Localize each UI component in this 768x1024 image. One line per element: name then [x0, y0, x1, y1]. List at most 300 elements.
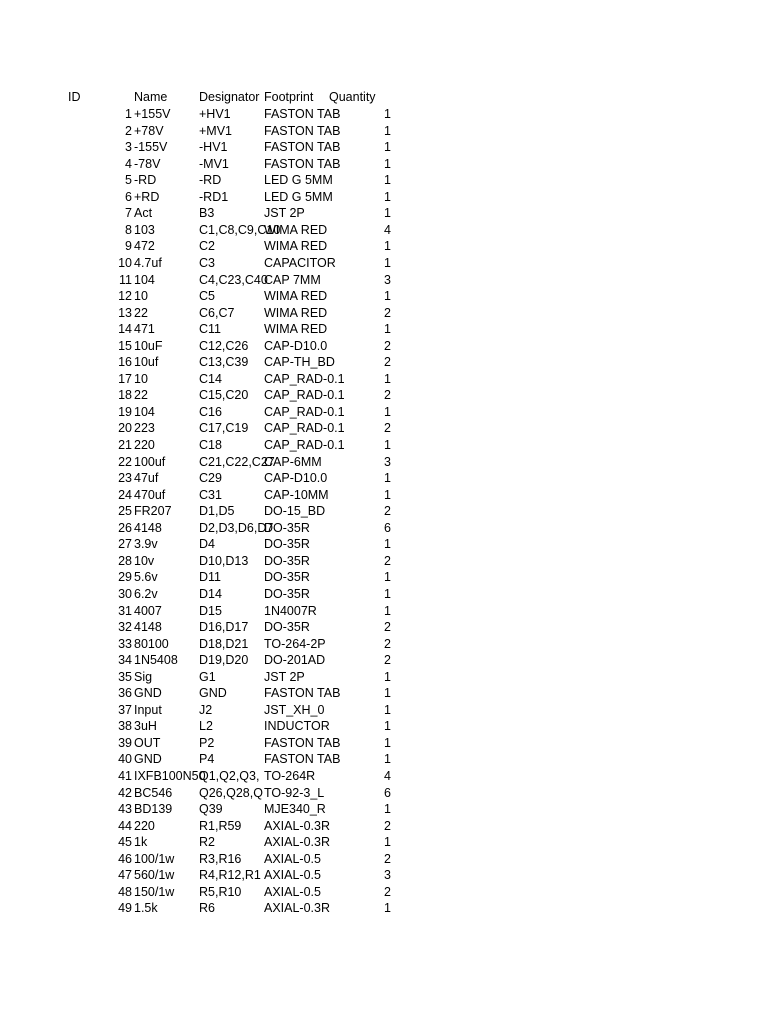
table-row — [0, 669, 400, 686]
cell-footprint: DO-35R — [264, 620, 310, 635]
cell-id: 30 — [118, 586, 132, 601]
cell-quantity: 1 — [384, 686, 391, 701]
cell-footprint: AXIAL-0.5 — [264, 884, 321, 899]
cell-footprint: FASTON TAB — [264, 735, 341, 750]
cell-id: 34 — [118, 653, 132, 668]
cell-footprint: AXIAL-0.3R — [264, 901, 331, 916]
cell-id: 3 — [125, 140, 132, 155]
table-row — [0, 851, 400, 868]
cell-designator: B3 — [199, 206, 215, 221]
cell-name: 6.2v — [134, 586, 158, 601]
cell-id: 26 — [118, 520, 132, 535]
cell-quantity: 2 — [384, 818, 391, 833]
cell-quantity: 2 — [384, 884, 391, 899]
cell-footprint: JST_XH_0 — [264, 702, 325, 717]
cell-name: 100/1w — [134, 851, 175, 866]
cell-footprint: CAP-TH_BD — [264, 355, 335, 370]
cell-id: 37 — [118, 702, 132, 717]
cell-name: FR207 — [134, 504, 172, 519]
cell-designator: C14 — [199, 371, 222, 386]
cell-quantity: 3 — [384, 868, 391, 883]
cell-footprint: WIMA RED — [264, 289, 328, 304]
cell-name: 223 — [134, 421, 155, 436]
cell-designator: Q26,Q28,Q — [199, 785, 263, 800]
cell-quantity: 3 — [384, 272, 391, 287]
cell-name: BD139 — [134, 802, 173, 817]
cell-id: 20 — [118, 421, 132, 436]
cell-id: 10 — [118, 255, 132, 270]
table-row — [0, 106, 400, 123]
cell-name: GND — [134, 686, 162, 701]
cell-quantity: 1 — [384, 901, 391, 916]
table-row — [0, 156, 400, 173]
table-row — [0, 470, 400, 487]
cell-quantity: 1 — [384, 537, 391, 552]
cell-name: 100uf — [134, 454, 166, 469]
cell-footprint: MJE340_R — [264, 802, 326, 817]
table-row — [0, 139, 400, 156]
cell-designator: R3,R16 — [199, 851, 242, 866]
table-row — [0, 834, 400, 851]
cell-footprint: DO-35R — [264, 537, 310, 552]
cell-designator: R5,R10 — [199, 884, 242, 899]
cell-id: 11 — [119, 272, 132, 287]
cell-name: 471 — [134, 322, 155, 337]
table-row — [0, 702, 400, 719]
cell-quantity: 6 — [384, 785, 391, 800]
cell-name: 472 — [134, 239, 155, 254]
cell-designator: D16,D17 — [199, 620, 249, 635]
cell-quantity: 1 — [384, 586, 391, 601]
cell-designator: D19,D20 — [199, 653, 249, 668]
cell-footprint: FASTON TAB — [264, 752, 341, 767]
cell-id: 25 — [118, 504, 132, 519]
cell-designator: C13,C39 — [199, 355, 249, 370]
cell-quantity: 2 — [384, 388, 391, 403]
table-row — [0, 454, 400, 471]
cell-id: 29 — [118, 570, 132, 585]
cell-name: Act — [134, 206, 153, 221]
cell-designator: R4,R12,R1 — [199, 868, 261, 883]
cell-designator: P2 — [199, 735, 215, 750]
cell-footprint: WIMA RED — [264, 222, 328, 237]
cell-id: 23 — [118, 471, 132, 486]
cell-name: 22 — [134, 388, 148, 403]
cell-designator: C2 — [199, 239, 215, 254]
cell-quantity: 1 — [384, 752, 391, 767]
cell-id: 5 — [125, 173, 132, 188]
table-row — [0, 189, 400, 206]
cell-designator: R2 — [199, 835, 215, 850]
table-row — [0, 652, 400, 669]
cell-designator: L2 — [199, 719, 213, 734]
cell-id: 36 — [118, 686, 132, 701]
cell-id: 45 — [118, 835, 132, 850]
cell-name: -78V — [134, 156, 161, 171]
cell-footprint: DO-201AD — [264, 653, 326, 668]
table-row — [0, 553, 400, 570]
cell-name: 560/1w — [134, 868, 175, 883]
cell-name: 150/1w — [134, 884, 175, 899]
cell-quantity: 2 — [384, 636, 391, 651]
cell-quantity: 1 — [384, 371, 391, 386]
table-row — [0, 768, 400, 785]
cell-footprint: FASTON TAB — [264, 140, 341, 155]
cell-footprint: WIMA RED — [264, 239, 328, 254]
cell-name: -RD — [134, 173, 157, 188]
cell-quantity: 2 — [384, 653, 391, 668]
cell-id: 31 — [118, 603, 132, 618]
cell-footprint: FASTON TAB — [264, 686, 341, 701]
cell-id: 40 — [118, 752, 132, 767]
cell-id: 35 — [118, 669, 132, 684]
cell-footprint: CAP_RAD-0.1 — [264, 438, 345, 452]
cell-name: Input — [134, 702, 162, 717]
cell-quantity: 2 — [384, 421, 391, 436]
cell-id: 8 — [125, 222, 132, 237]
cell-designator: C31 — [199, 487, 222, 502]
cell-quantity: 2 — [384, 504, 391, 519]
cell-designator: D18,D21 — [199, 636, 249, 651]
table-row — [0, 272, 400, 289]
cell-id: 38 — [118, 719, 132, 734]
cell-designator: -MV1 — [199, 156, 229, 171]
cell-designator: GND — [199, 686, 227, 701]
cell-quantity: 1 — [384, 156, 391, 171]
cell-footprint: CAP_RAD-0.1 — [264, 371, 345, 386]
cell-id: 9 — [125, 239, 132, 254]
cell-designator: C5 — [199, 289, 215, 304]
cell-designator: Q39 — [199, 802, 223, 817]
cell-id: 33 — [118, 636, 132, 651]
table-row — [0, 238, 400, 255]
cell-designator: C17,C19 — [199, 421, 249, 436]
cell-footprint: DO-15_BD — [264, 504, 326, 519]
cell-designator: D10,D13 — [199, 553, 249, 568]
table-row — [0, 603, 400, 620]
table-row — [0, 205, 400, 222]
cell-name: 470uf — [134, 487, 166, 502]
table-row — [0, 222, 400, 239]
table-row — [0, 172, 400, 189]
table-row — [0, 900, 400, 917]
cell-quantity: 1 — [384, 669, 391, 684]
cell-name: 1N5408 — [134, 653, 178, 668]
cell-quantity: 1 — [384, 140, 391, 155]
cell-name: +155V — [134, 107, 171, 121]
table-row — [0, 371, 400, 388]
cell-id: 17 — [118, 371, 132, 386]
table-row — [0, 685, 400, 702]
cell-designator: C6,C7 — [199, 305, 235, 320]
table-row — [0, 785, 400, 802]
cell-quantity: 1 — [384, 206, 391, 221]
cell-designator: D11 — [199, 570, 222, 585]
cell-footprint: DO-35R — [264, 553, 310, 568]
cell-id: 2 — [125, 123, 132, 138]
cell-id: 41 — [118, 769, 132, 783]
cell-quantity: 1 — [384, 173, 391, 188]
cell-quantity: 6 — [384, 520, 391, 535]
cell-designator: R6 — [199, 901, 215, 916]
cell-name: +RD — [134, 189, 160, 204]
cell-name: 4.7uf — [134, 255, 162, 270]
cell-designator: +MV1 — [199, 123, 233, 138]
cell-name: +78V — [134, 123, 164, 138]
cell-quantity: 1 — [384, 570, 391, 585]
table-row — [0, 818, 400, 835]
cell-designator: +HV1 — [199, 107, 231, 121]
cell-designator: D4 — [199, 537, 215, 552]
cell-designator: R1,R59 — [199, 818, 242, 833]
table-row — [0, 619, 400, 636]
cell-footprint: FASTON TAB — [264, 107, 341, 121]
cell-footprint: FASTON TAB — [264, 123, 341, 138]
cell-quantity: 1 — [384, 255, 391, 270]
table-row — [0, 387, 400, 404]
cell-quantity: 1 — [384, 835, 391, 850]
cell-quantity: 1 — [384, 487, 391, 502]
table-row — [0, 305, 400, 322]
cell-footprint: WIMA RED — [264, 305, 328, 320]
cell-quantity: 2 — [384, 305, 391, 320]
cell-id: 49 — [118, 901, 132, 916]
cell-designator: C16 — [199, 404, 222, 419]
table-row — [0, 321, 400, 338]
table-row — [0, 338, 400, 355]
header-designator: Designator — [199, 90, 260, 104]
cell-designator: D15 — [199, 603, 222, 618]
cell-quantity: 1 — [384, 702, 391, 717]
cell-footprint: AXIAL-0.3R — [264, 835, 331, 850]
cell-designator: J2 — [199, 702, 213, 717]
cell-id: 22 — [118, 454, 132, 469]
cell-quantity: 1 — [384, 735, 391, 750]
cell-designator: D14 — [199, 586, 222, 601]
cell-name: 5.6v — [134, 570, 158, 585]
cell-quantity: 1 — [384, 603, 391, 618]
cell-quantity: 2 — [384, 620, 391, 635]
cell-footprint: LED G 5MM — [264, 189, 333, 204]
cell-footprint: TO-264-2P — [264, 636, 326, 651]
cell-quantity: 4 — [384, 222, 391, 237]
cell-id: 43 — [118, 802, 132, 817]
cell-id: 7 — [125, 206, 132, 221]
cell-quantity: 1 — [384, 189, 391, 204]
table-row — [0, 255, 400, 272]
cell-footprint: FASTON TAB — [264, 156, 341, 171]
cell-name: 3uH — [134, 719, 157, 734]
header-row — [0, 89, 400, 106]
cell-name: 3.9v — [134, 537, 158, 552]
cell-footprint: TO-92-3_L — [264, 785, 325, 800]
cell-id: 19 — [118, 404, 132, 419]
cell-footprint: JST 2P — [264, 669, 305, 684]
cell-designator: Q1,Q2,Q3, — [199, 769, 260, 783]
cell-footprint: 1N4007R — [264, 603, 317, 618]
cell-name: 4148 — [134, 620, 162, 635]
cell-quantity: 1 — [384, 107, 391, 121]
cell-name: OUT — [134, 735, 161, 750]
cell-designator: C12,C26 — [199, 338, 249, 353]
cell-name: 1.5k — [134, 901, 158, 916]
cell-quantity: 1 — [384, 239, 391, 254]
cell-footprint: CAP-10MM — [264, 487, 329, 502]
cell-id: 21 — [118, 438, 132, 452]
table-row — [0, 569, 400, 586]
cell-name: Sig — [134, 669, 153, 684]
table-row — [0, 404, 400, 421]
cell-id: 4 — [125, 156, 132, 171]
cell-footprint: AXIAL-0.5 — [264, 851, 321, 866]
cell-id: 13 — [118, 305, 132, 320]
cell-designator: C3 — [199, 255, 215, 270]
cell-footprint: DO-35R — [264, 570, 310, 585]
table-row — [0, 437, 400, 454]
cell-name: 1k — [134, 835, 148, 850]
cell-designator: C21,C22,C27 — [199, 454, 275, 469]
table-row — [0, 751, 400, 768]
cell-name: 22 — [134, 305, 148, 320]
cell-quantity: 1 — [384, 719, 391, 734]
cell-id: 39 — [118, 735, 132, 750]
cell-designator: D2,D3,D6,D7 — [199, 520, 274, 535]
cell-name: 10 — [134, 289, 148, 304]
cell-quantity: 2 — [384, 338, 391, 353]
cell-name: 10 — [134, 371, 148, 386]
cell-id: 48 — [118, 884, 132, 899]
cell-quantity: 2 — [384, 553, 391, 568]
cell-designator: C11 — [199, 322, 222, 337]
cell-designator: -HV1 — [199, 140, 228, 155]
cell-id: 12 — [118, 289, 132, 304]
cell-name: 10uf — [134, 355, 159, 370]
cell-id: 24 — [118, 487, 132, 502]
table-row — [0, 520, 400, 537]
cell-footprint: CAP_RAD-0.1 — [264, 404, 345, 419]
cell-quantity: 1 — [384, 438, 391, 452]
cell-name: 4148 — [134, 520, 162, 535]
cell-footprint: DO-35R — [264, 586, 310, 601]
cell-name: IXFB100N50 — [134, 769, 206, 783]
header-footprint: Footprint — [264, 90, 314, 104]
cell-footprint: INDUCTOR — [264, 719, 330, 734]
cell-footprint: CAP-D10.0 — [264, 338, 328, 353]
table-row — [0, 536, 400, 553]
table-row — [0, 503, 400, 520]
cell-name: 220 — [134, 438, 155, 452]
cell-designator: C18 — [199, 438, 222, 452]
cell-designator: C1,C8,C9,C10 — [199, 222, 281, 237]
table-row — [0, 487, 400, 504]
cell-name: 104 — [134, 272, 155, 287]
cell-id: 47 — [118, 868, 132, 883]
cell-designator: C15,C20 — [199, 388, 249, 403]
table-row — [0, 586, 400, 603]
cell-name: 80100 — [134, 636, 169, 651]
cell-footprint: CAP-D10.0 — [264, 471, 328, 486]
cell-id: 27 — [118, 537, 132, 552]
cell-footprint: CAP_RAD-0.1 — [264, 421, 345, 436]
cell-quantity: 1 — [384, 289, 391, 304]
cell-quantity: 2 — [384, 355, 391, 370]
cell-designator: C4,C23,C40 — [199, 272, 268, 287]
cell-footprint: WIMA RED — [264, 322, 328, 337]
cell-id: 18 — [118, 388, 132, 403]
cell-id: 46 — [118, 851, 132, 866]
cell-designator: -RD1 — [199, 189, 229, 204]
cell-designator: G1 — [199, 669, 216, 684]
table-row — [0, 636, 400, 653]
cell-quantity: 2 — [384, 851, 391, 866]
header-id: ID — [68, 90, 81, 104]
cell-footprint: CAP-6MM — [264, 454, 322, 469]
cell-id: 28 — [118, 553, 132, 568]
cell-footprint: AXIAL-0.3R — [264, 818, 331, 833]
cell-quantity: 1 — [384, 322, 391, 337]
table-row — [0, 718, 400, 735]
cell-name: -155V — [134, 140, 168, 155]
table-row — [0, 420, 400, 437]
cell-designator: C29 — [199, 471, 222, 486]
table-row — [0, 288, 400, 305]
cell-quantity: 1 — [384, 802, 391, 817]
cell-name: BC546 — [134, 785, 173, 800]
cell-name: 10uF — [134, 338, 163, 353]
cell-name: 10v — [134, 553, 155, 568]
cell-name: GND — [134, 752, 162, 767]
table-row — [0, 867, 400, 884]
cell-quantity: 1 — [384, 123, 391, 138]
cell-footprint: JST 2P — [264, 206, 305, 221]
cell-id: 15 — [118, 338, 132, 353]
cell-footprint: AXIAL-0.5 — [264, 868, 321, 883]
cell-name: 104 — [134, 404, 155, 419]
cell-id: 14 — [118, 322, 132, 337]
cell-footprint: DO-35R — [264, 520, 310, 535]
table-row — [0, 884, 400, 901]
cell-quantity: 1 — [384, 471, 391, 486]
table-row — [0, 354, 400, 371]
cell-id: 44 — [118, 818, 132, 833]
cell-footprint: CAPACITOR — [264, 255, 336, 270]
cell-name: 47uf — [134, 471, 159, 486]
cell-id: 42 — [118, 785, 132, 800]
table-row — [0, 123, 400, 140]
cell-footprint: TO-264R — [264, 769, 316, 783]
header-name: Name — [134, 90, 168, 104]
cell-id: 1 — [125, 107, 132, 121]
cell-designator: D1,D5 — [199, 504, 235, 519]
header-quantity: Quantity — [329, 90, 376, 104]
cell-quantity: 1 — [384, 404, 391, 419]
cell-designator: -RD — [199, 173, 222, 188]
cell-name: 103 — [134, 222, 155, 237]
cell-id: 16 — [118, 355, 132, 370]
cell-id: 32 — [118, 620, 132, 635]
table-row — [0, 801, 400, 818]
cell-designator: P4 — [199, 752, 215, 767]
cell-footprint: LED G 5MM — [264, 173, 333, 188]
cell-quantity: 3 — [384, 454, 391, 469]
cell-id: 6 — [125, 189, 132, 204]
cell-footprint: CAP 7MM — [264, 272, 321, 287]
table-row — [0, 735, 400, 752]
cell-name: 220 — [134, 818, 155, 833]
cell-quantity: 4 — [384, 769, 391, 783]
cell-name: 4007 — [134, 603, 162, 618]
cell-footprint: CAP_RAD-0.1 — [264, 388, 345, 403]
